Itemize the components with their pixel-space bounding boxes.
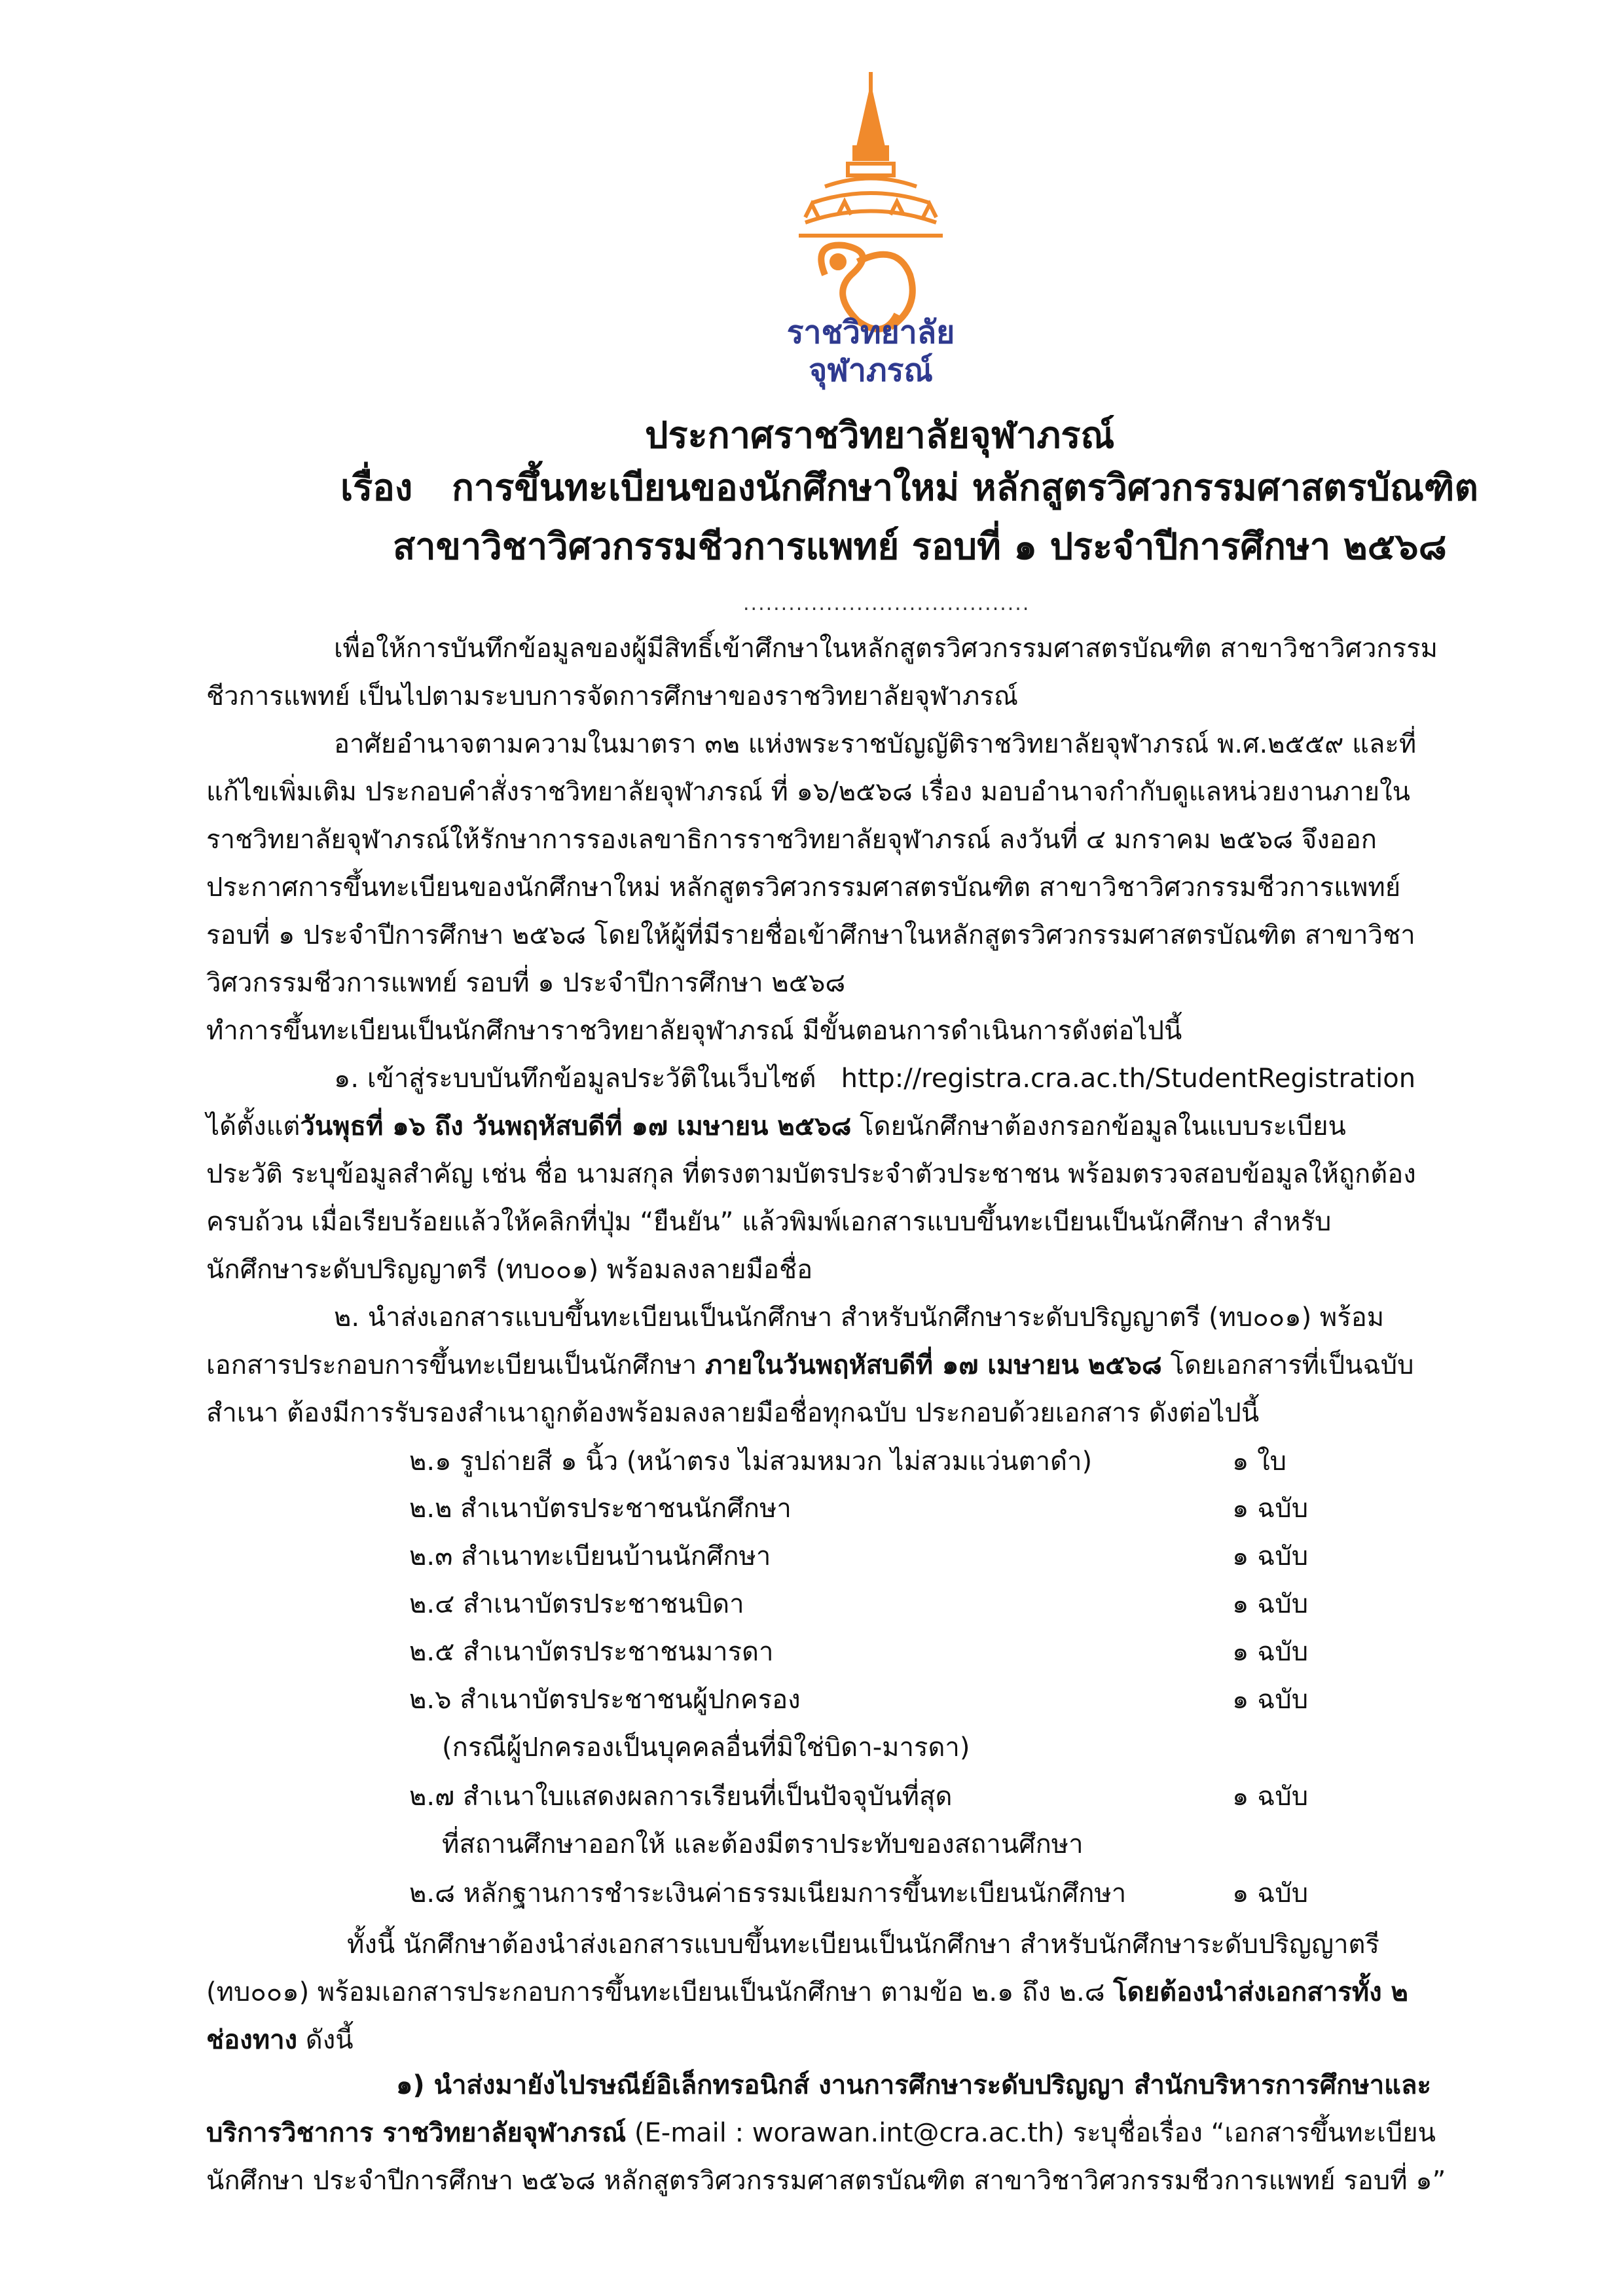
- step-1-line-2-post: โดยนักศึกษาต้องกรอกข้อมูลในแบบระเบียน: [851, 1111, 1346, 1141]
- logo-line-2: จุฬาภรณ์: [809, 352, 933, 389]
- authority-paragraph: [206, 721, 1489, 1055]
- intro-line-1: เพื่อให้การบันทึกข้อมูลของผู้มีสิทธิ์เข้าศึกษาในหลักสูตรวิศวกรรมศาสตรบัณฑิต สาขาวิชาวิศวกรรม: [334, 634, 1438, 664]
- step-1-line-5: นักศึกษาระดับปริญญาตรี (ทบ๐๐๑) พร้อมลงลายมือชื่อ: [206, 1255, 813, 1285]
- submission-line-3: [206, 2017, 1489, 2064]
- step-2-line-2-pre: เอกสารประกอบการขึ้นทะเบียนเป็นนักศึกษา: [206, 1350, 705, 1380]
- registration-link[interactable]: http://registra.cra.ac.th/StudentRegistration: [841, 1064, 1416, 1094]
- step-1-line-1: [206, 1055, 1489, 1103]
- channel-1-email-text: (E-mail : worawan.int@cra.ac.th) ระบุชื่อเรื่อง “เอกสารขึ้นทะเบียน: [626, 2118, 1436, 2148]
- document-item-7-note: ที่สถานศึกษาออกให้ และต้องมีตราประทับของสถานศึกษา: [442, 1829, 1084, 1859]
- submission-line-2-pre: (ทบ๐๐๑) พร้อมเอกสารประกอบการขึ้นทะเบียนเป็นนักศึกษา ตามข้อ ๒.๑ ถึง ๒.๘: [206, 1977, 1114, 2007]
- channel-1-heading: ๑) นำส่งมายังไปรษณีย์อิเล็กทรอนิกส์ งานการศึกษาระดับปริญญา สำนักบริหารการศึกษาและ: [396, 2070, 1431, 2100]
- channel-1-line-2: [206, 2109, 1489, 2157]
- document-item-5: ๒.๕ สำเนาบัตรประชาชนมารดา: [409, 1637, 774, 1667]
- document-item-1: ๒.๑ รูปถ่ายสี ๑ นิ้ว (หน้าตรง ไม่สวมหมวก ไม่สวมแว่นตาดำ): [409, 1446, 1093, 1477]
- registration-dates: วันพุธที่ ๑๖ ถึง วันพฤหัสบดีที่ ๑๗ เมษายน ๒๕๖๘: [300, 1111, 852, 1141]
- authority-line-7: ทำการขึ้นทะเบียนเป็นนักศึกษาราชวิทยาลัยจุฬาภรณ์ มีขั้นตอนการดำเนินการดังต่อไปนี้: [206, 1016, 1182, 1046]
- authority-line-1: อาศัยอำนาจตามความในมาตรา ๓๒ แห่งพระราชบัญญัติราชวิทยาลัยจุฬาภรณ์ พ.ศ.๒๕๕๙ และที่: [334, 729, 1417, 759]
- submission-line-1: ทั้งนี้ นักศึกษาต้องนำส่งเอกสารแบบขึ้นทะเบียนเป็นนักศึกษา สำหรับนักศึกษาระดับปริญญาตรี: [347, 1929, 1379, 1960]
- channel-1-office: บริการวิชาการ ราชวิทยาลัยจุฬาภรณ์: [206, 2118, 627, 2148]
- document-item-6: ๒.๖ สำเนาบัตรประชาชนผู้ปกครอง: [409, 1685, 801, 1715]
- channel-1-paragraph: [206, 2062, 1489, 2205]
- step-1-line-4: ครบถ้วน เมื่อเรียบร้อยแล้วให้คลิกที่ปุ่ม “ยืนยัน” แล้วพิมพ์เอกสารแบบขึ้นทะเบียนเป็นนักศึกษา สำหรับ: [206, 1207, 1332, 1237]
- subject-line-2: สาขาวิชาวิศวกรรมชีวการแพทย์ รอบที่ ๑ ประจำปีการศึกษา ๒๕๖๘: [393, 526, 1447, 568]
- submission-channels: ช่องทาง: [206, 2025, 298, 2055]
- step-2-line-3: สำเนา ต้องมีการรับรองสำเนาถูกต้องพร้อมลงลายมือชื่อทุกฉบับ ประกอบด้วยเอกสาร ดังต่อไปนี้: [206, 1398, 1260, 1428]
- document-item-3: ๒.๓ สำเนาทะเบียนบ้านนักศึกษา: [409, 1541, 771, 1571]
- subject-label: เรื่อง: [340, 467, 413, 509]
- step-1-line-2-pre: ได้ตั้งแต่: [206, 1111, 301, 1141]
- logo-line-1: ราชวิทยาลัย: [786, 314, 955, 351]
- title-divider: ......................................: [743, 592, 1030, 615]
- step-2-paragraph: [206, 1294, 1489, 1437]
- submission-requirement: โดยต้องนำส่งเอกสารทั้ง ๒: [1113, 1977, 1408, 2007]
- document-qty-5: ๑ ฉบับ: [1232, 1637, 1309, 1667]
- step-2-line-2: [206, 1342, 1489, 1390]
- document-item-6-note: (กรณีผู้ปกครองเป็นบุคคลอื่นที่มิใช่บิดา-มารดา): [442, 1732, 970, 1763]
- intro-line-2: ชีวการแพทย์ เป็นไปตามระบบการจัดการศึกษาของราชวิทยาลัยจุฬาภรณ์: [206, 681, 1018, 711]
- announcement-title: ประกาศราชวิทยาลัยจุฬาภรณ์: [645, 414, 1115, 457]
- channel-1-line-3: นักศึกษา ประจำปีการศึกษา ๒๕๖๘ หลักสูตรวิศวกรรมศาสตรบัณฑิต สาขาวิชาวิศวกรรมชีวการแพทย์ รอบที่ ๑”: [206, 2166, 1446, 2196]
- document-qty-2: ๑ ฉบับ: [1232, 1494, 1309, 1524]
- document-item-7: ๒.๗ สำเนาใบแสดงผลการเรียนที่เป็นปัจจุบันที่สุด: [409, 1782, 953, 1812]
- document-qty-7: ๑ ฉบับ: [1232, 1782, 1309, 1812]
- subject-line-1: การขึ้นทะเบียนของนักศึกษาใหม่ หลักสูตรวิศวกรรมศาสตรบัณฑิต: [452, 467, 1478, 509]
- authority-line-2: แก้ไขเพิ่มเติม ประกอบคำสั่งราชวิทยาลัยจุฬาภรณ์ ที่ ๑๖/๒๕๖๘ เรื่อง มอบอำนาจกำกับดูแลหน่วยงานภายใน: [206, 777, 1410, 807]
- step-2-line-1: ๒. นำส่งเอกสารแบบขึ้นทะเบียนเป็นนักศึกษา สำหรับนักศึกษาระดับปริญญาตรี (ทบ๐๐๑) พร้อม: [334, 1302, 1385, 1333]
- authority-line-3: ราชวิทยาลัยจุฬาภรณ์ให้รักษาการรองเลขาธิการราชวิทยาลัยจุฬาภรณ์ ลงวันที่ ๔ มกราคม ๒๕๖๘ จึงออก: [206, 825, 1377, 855]
- document-item-8: ๒.๘ หลักฐานการชำระเงินค่าธรรมเนียมการขึ้นทะเบียนนักศึกษา: [409, 1878, 1127, 1909]
- document-qty-4: ๑ ฉบับ: [1232, 1589, 1309, 1619]
- step-1-text: ๑. เข้าสู่ระบบบันทึกข้อมูลประวัติในเว็บไซต์: [334, 1064, 816, 1094]
- document-qty-1: ๑ ใบ: [1232, 1446, 1287, 1477]
- document-qty-3: ๑ ฉบับ: [1232, 1541, 1309, 1571]
- step-1-line-3: ประวัติ ระบุข้อมูลสำคัญ เช่น ชื่อ นามสกุล ที่ตรงตามบัตรประจำตัวประชาชน พร้อมตรวจสอบข้อมูลให้ถูกต้อง: [206, 1159, 1416, 1189]
- document-qty-8: ๑ ฉบับ: [1232, 1878, 1309, 1909]
- intro-paragraph: [206, 625, 1489, 721]
- authority-line-4: ประกาศการขึ้นทะเบียนของนักศึกษาใหม่ หลักสูตรวิศวกรรมศาสตรบัณฑิต สาขาวิชาวิศวกรรมชีวการแพทย์: [206, 872, 1401, 903]
- document-item-2: ๒.๒ สำเนาบัตรประชาชนนักศึกษา: [409, 1494, 792, 1524]
- authority-line-5: รอบที่ ๑ ประจำปีการศึกษา ๒๕๖๘ โดยให้ผู้ที่มีรายชื่อเข้าศึกษาในหลักสูตรวิศวกรรมศาสตรบัณฑิต สาขาวิชา: [206, 920, 1415, 950]
- document-qty-6: ๑ ฉบับ: [1232, 1685, 1309, 1715]
- submission-line-2: [206, 1969, 1489, 2017]
- submission-line-3-post: ดังนี้: [297, 2025, 354, 2055]
- document-item-4: ๒.๔ สำเนาบัตรประชาชนบิดา: [409, 1589, 744, 1619]
- submission-deadline: ภายในวันพฤหัสบดีที่ ๑๗ เมษายน ๒๕๖๘: [704, 1350, 1162, 1380]
- step-2-line-2-post: โดยเอกสารที่เป็นฉบับ: [1161, 1350, 1414, 1380]
- channel-1-line-1: [206, 2062, 1489, 2109]
- submission-paragraph: [206, 1921, 1489, 2064]
- authority-line-6: วิศวกรรมชีวการแพทย์ รอบที่ ๑ ประจำปีการศึกษา ๒๕๖๘: [206, 968, 846, 998]
- step-1-paragraph: [206, 1055, 1489, 1294]
- step-1-line-2: [206, 1103, 1489, 1151]
